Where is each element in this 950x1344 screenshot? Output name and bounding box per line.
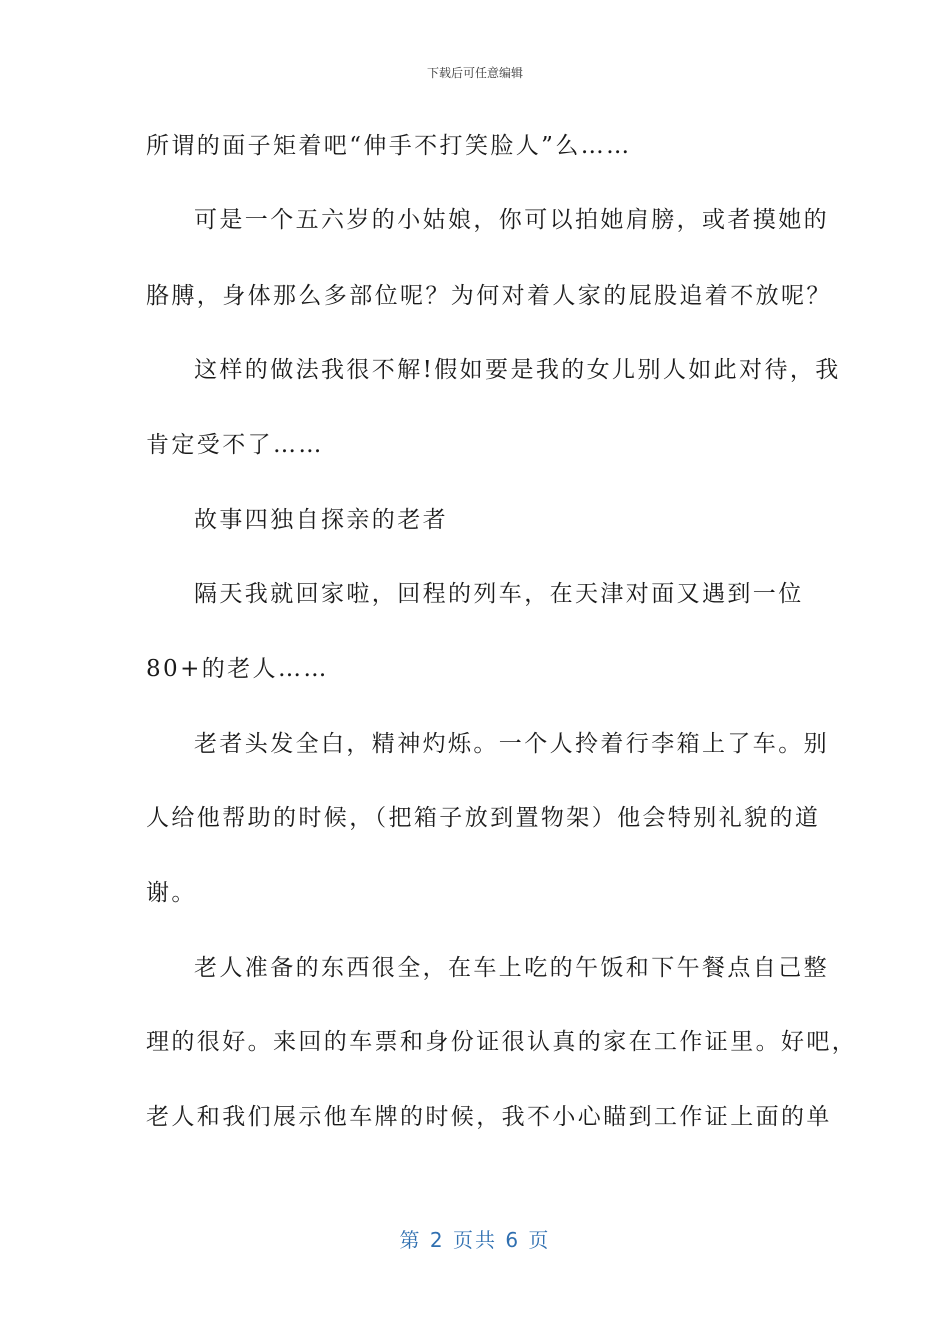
text-line: 可是一个五六岁的小姑娘，你可以拍她肩膀，或者摸她的: [194, 207, 829, 233]
text-line: 人给他帮助的时候，（把箱子放到置物架）他会特别礼貌的道: [146, 805, 821, 831]
text-line: 老人和我们展示他车牌的时候，我不小心瞄到工作证上面的单: [146, 1104, 832, 1130]
text-line: 胳膊，身体那么多部位呢？为何对着人家的屁股追着不放呢？: [146, 283, 832, 309]
section-heading: 故事四独自探亲的老者: [194, 507, 448, 533]
text-line: 理的很好。来回的车票和身份证很认真的家在工作证里。好吧，: [146, 1029, 858, 1055]
page-header: 下载后可任意编辑: [426, 66, 523, 80]
text-line: 老者头发全白，精神灼烁。一个人拎着行李箱上了车。别: [194, 731, 829, 757]
text-line: 所谓的面子矩着吧“伸手不打笑脸人”么……: [146, 133, 632, 159]
text-line: 谢。: [146, 880, 197, 906]
text-line: 这样的做法我很不解!假如要是我的女儿别人如此对待，我: [194, 357, 841, 383]
page-footer: 第 2 页共 6 页: [399, 1228, 551, 1252]
text-line: 隔天我就回家啦，回程的列车，在天津对面又遇到一位: [194, 581, 804, 607]
text-line: 肯定受不了……: [146, 432, 324, 458]
text-line: 老人准备的东西很全，在车上吃的午饭和下午餐点自己整: [194, 955, 829, 981]
text-line: 80+的老人……: [146, 656, 329, 682]
